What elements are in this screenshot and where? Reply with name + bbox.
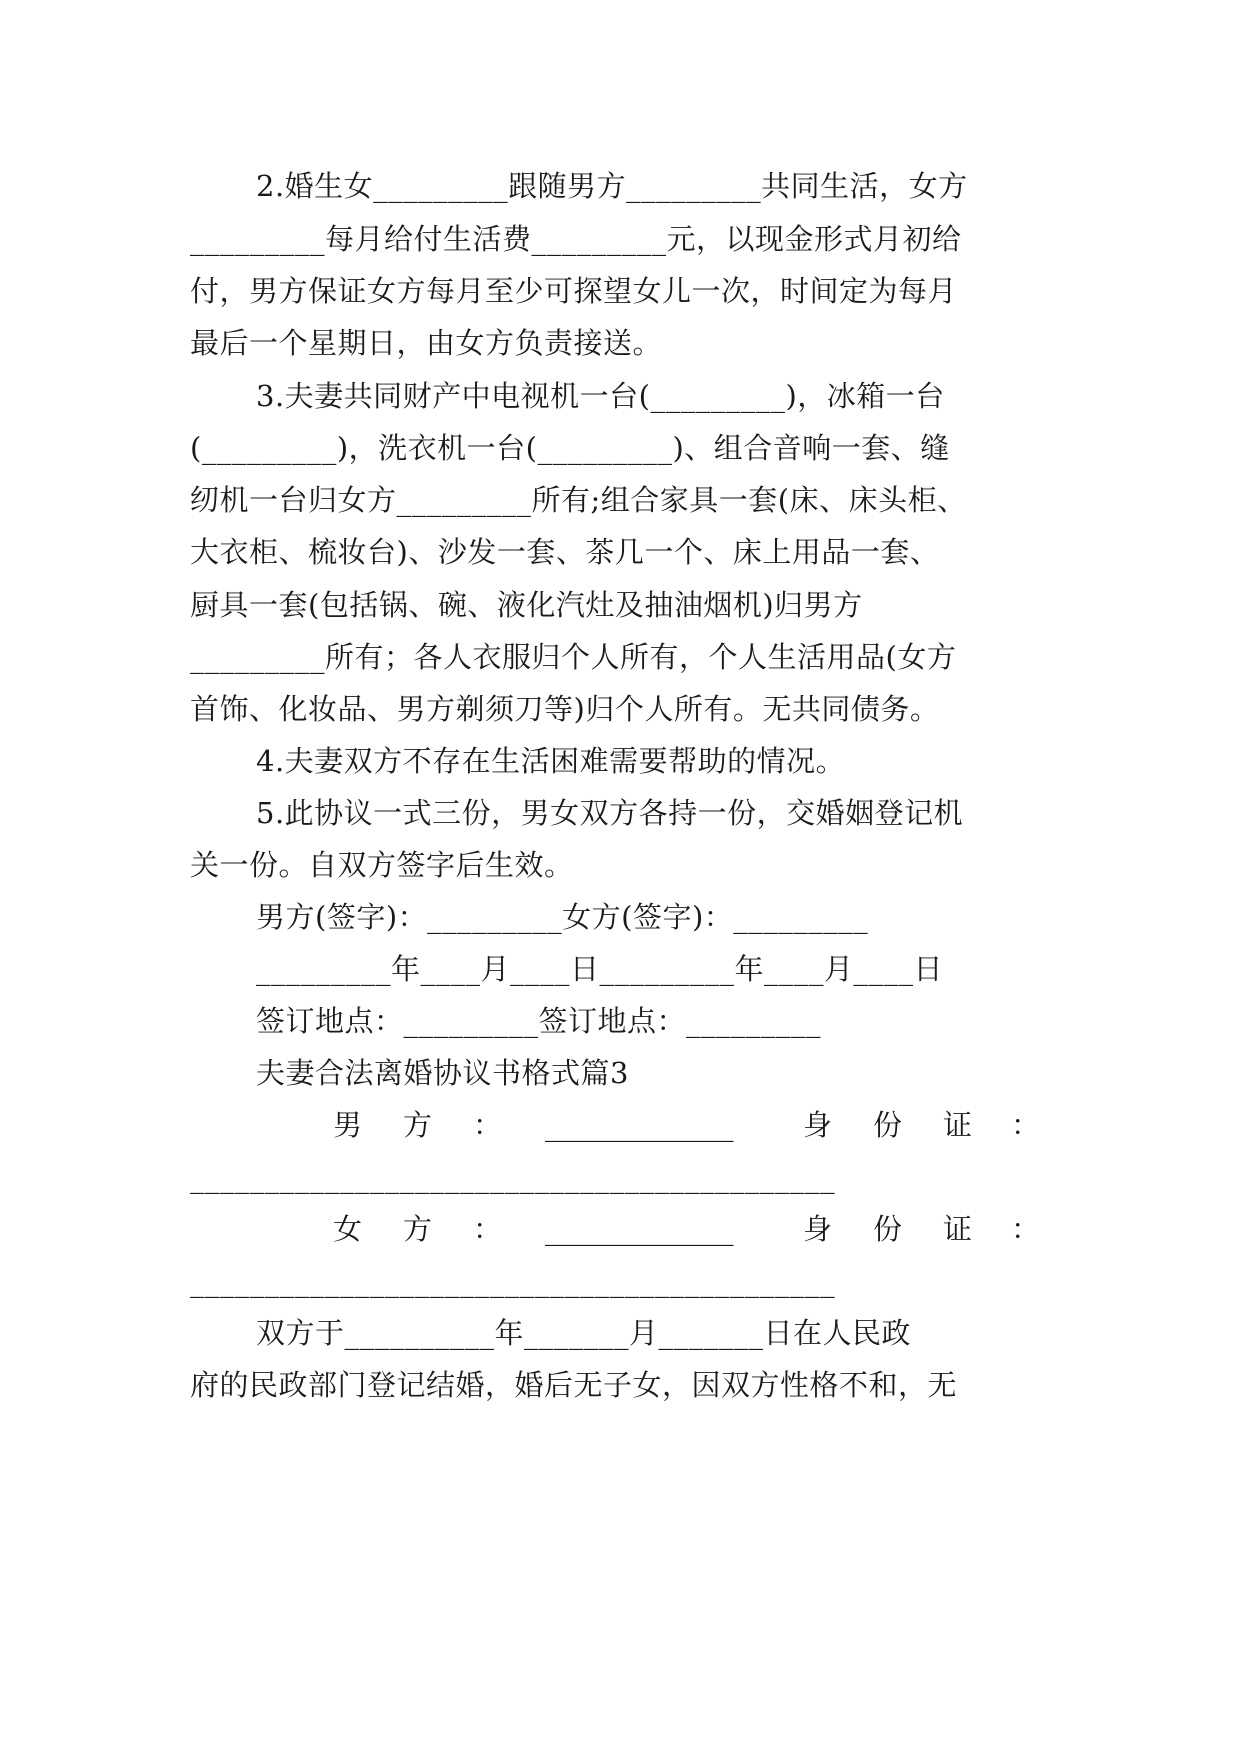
male-row-char: 份 — [873, 1108, 903, 1142]
female-row-char: 方 — [403, 1212, 433, 1246]
female-row-char: ： — [473, 1212, 503, 1246]
male-row-char: 方 — [403, 1108, 433, 1142]
text-line: 纫机一台归女方_________所有;组合家具一套(床、床头柜、 — [190, 483, 967, 517]
text-line: 关一份。自双方签字后生效。 — [190, 848, 574, 882]
text-line: 5.此协议一式三份，男女双方各持一份，交婚姻登记机 — [256, 796, 964, 830]
location-line: 签订地点：_________签订地点：_________ — [256, 1004, 822, 1038]
male-row-blank: _____________ — [545, 1108, 734, 1142]
male-id-blank-line: ___________________________________________ — [190, 1160, 835, 1194]
text-line: 付，男方保证女方每月至少可探望女儿一次，时间定为每月 — [190, 274, 958, 308]
text-line: 厨具一套(包括锅、碗、液化汽灶及抽油烟机)归男方 — [190, 588, 863, 622]
text-line: _________所有；各人衣服归个人所有，个人生活用品(女方 — [190, 640, 957, 674]
text-line: _________每月给付生活费_________元，以现金形式月初给 — [190, 222, 962, 256]
text-line: (_________)，洗衣机一台(_________)、组合音响一套、缝 — [190, 431, 950, 465]
text-line: 大衣柜、梳妆台)、沙发一套、茶几一个、床上用品一套、 — [190, 535, 940, 569]
male-id-row — [0, 1105, 1241, 1145]
female-row-char: 证 — [943, 1212, 973, 1246]
date-line: _________年____月____日_________年____月____日 — [256, 952, 944, 986]
signature-line: 男方(签字)：_________女方(签字)：_________ — [256, 900, 869, 934]
section-heading: 夫妻合法离婚协议书格式篇3 — [256, 1056, 629, 1090]
text-line: 府的民政部门登记结婚，婚后无子女，因双方性格不和，无 — [190, 1368, 958, 1402]
text-line: 最后一个星期日，由女方负责接送。 — [190, 326, 663, 360]
female-id-blank-line: ___________________________________________ — [190, 1264, 835, 1298]
female-row-blank: _____________ — [545, 1212, 734, 1246]
male-row-char: 身 — [803, 1108, 833, 1142]
male-row-char: 证 — [943, 1108, 973, 1142]
text-line: 首饰、化妆品、男方剃须刀等)归个人所有。无共同债务。 — [190, 692, 940, 726]
text-line: 双方于__________年_______月_______日在人民政 — [256, 1316, 912, 1350]
female-id-row — [0, 1209, 1241, 1249]
text-line: 3.夫妻共同财产中电视机一台(_________)，冰箱一台 — [256, 379, 945, 413]
female-row-char: 女 — [333, 1212, 363, 1246]
male-row-char: 男 — [333, 1108, 363, 1142]
male-row-char: ： — [473, 1108, 503, 1142]
text-line: 4.夫妻双方不存在生活困难需要帮助的情况。 — [256, 744, 846, 778]
female-row-char: ： — [1011, 1212, 1041, 1246]
female-row-char: 身 — [803, 1212, 833, 1246]
male-row-char: ： — [1011, 1108, 1041, 1142]
text-line: 2.婚生女_________跟随男方_________共同生活，女方 — [256, 169, 968, 203]
female-row-char: 份 — [873, 1212, 903, 1246]
